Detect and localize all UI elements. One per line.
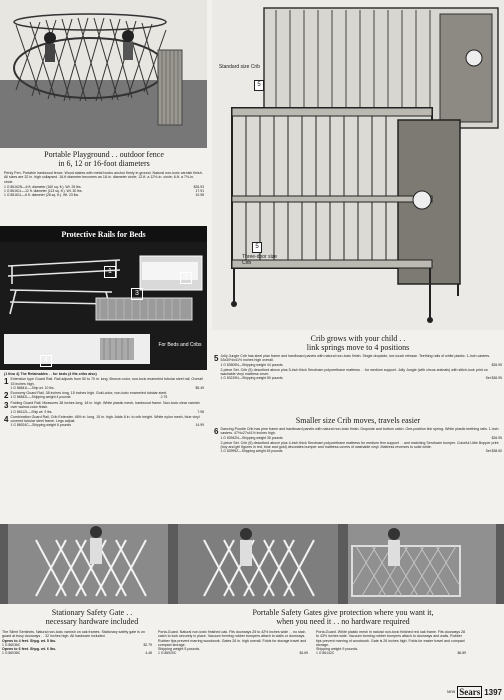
sears-logo: Sears (459, 687, 481, 697)
price-row: 1 G 86112L—Ship wt. 9 lbs. 7.98 (10, 409, 204, 414)
standard-crib-label: Standard size Crib (218, 64, 260, 70)
playground-section (4, 150, 204, 198)
rail-item-number: 4 (4, 414, 9, 424)
gates-photo (0, 524, 504, 604)
playground-photo (0, 0, 207, 148)
rails-photo (0, 242, 207, 370)
rail-item-text: Extension type Guard Rail. Rail adjusts from 50 to 70 in. long. Bronze-color, non-toxic enameled tubular steel rail. Overall 15 inches high. (10, 377, 203, 386)
gate-description: Porta-Guard. Natural non-toxic finished oak. Fits doorways 25 to 42½ inches wide . . no stair-catch to lock securely in place. Vacuum forming rubber bumpers attach to walls or doorways. Rubber tips prevent marring woodwork. Gates 26 in. high overall. Folds for storage travel and compact storage. (158, 630, 307, 647)
playground-fence-illustration (0, 0, 207, 148)
gate-column-2 (158, 630, 308, 656)
crib-item-text: Dancing Poodle Crib has pine frame and hardboard panels with natural non-toxic finish. Dropside and bottom catch. One-position link spring. White plastic teething rails. 1-inch casters. 47½x27x41½ inches high. (220, 427, 499, 436)
rails-corner-label: For Beds and Cribs (158, 342, 202, 348)
playground-subtitle: in 6, 12 or 16-foot diameters (58, 159, 150, 168)
gates-left-heading (2, 608, 182, 626)
crib-section (214, 334, 502, 381)
smaller-crib-title: Smaller size Crib moves, travels easier (295, 416, 421, 425)
price-row: 1 G 83942N—Shipping weight 35 pounds $26.95 (220, 435, 502, 440)
page-footer (430, 686, 502, 698)
gate-description: Porta-Guard. White plastic mesh in natural non-toxic finished red oak frame. Fits doorways 28 to 43½ inches wide. Vacuum forming rubber bumpers attach to doorways and walls. Rubber tips prevent marring of woodwork. Gate is 26 inches high. Folds for easier travel and compact storage. (316, 630, 466, 647)
crib-item-6 (214, 427, 502, 454)
crib-item-text: Jolly Jungle Crib has steel plan frame and hardboard panels with natural non-toxic finish. Single dropside, toe-touch release. Teething rails of white plastic. 1-inch casters. 53x30½x41½ inches high overall. (220, 354, 491, 363)
portable-gates-subtitle: when you need it . . no hardware required (276, 617, 410, 626)
price-row: 1 G 86924C—Shipping weight 6 pounds 14.99 (10, 423, 204, 428)
gates-right-heading (184, 608, 502, 626)
crib-subtitle: link springs move to 4 positions (306, 343, 410, 352)
crib-item-number: 6 (214, 427, 219, 436)
crib-item-number: 5 (214, 354, 219, 363)
rail-item-4 (4, 415, 204, 428)
rail-item-number: 2 (4, 391, 9, 401)
smaller-crib-section (214, 416, 502, 454)
price-row: 1 G 86142C $6.89 (316, 651, 466, 656)
price-row: 1 G 86920C $4.69 (158, 651, 308, 656)
playground-price-list (4, 185, 204, 198)
three-door-crib-number: 5 (252, 242, 262, 253)
gate-description: The Silent Sentinels. Natural non-toxic varnish on oak frames. Stationary safety gate is on guard at busy doorways . . 32 inches high. All hardware included. (2, 630, 145, 639)
rail-item-1 (4, 377, 204, 390)
price-row: 1 G 86161L—6 ft. diameter (28 sq. ft.). Wt. 23 lbs. 10.98 (4, 193, 204, 198)
rail-label-2: 2 (180, 272, 192, 284)
rail-label-4: 4 (40, 355, 52, 367)
price-row: 1 G 86841L—Ship wt. 10 lbs. $5.49 (10, 385, 204, 390)
price-row: 1 G 86036C $2.79 (2, 642, 152, 647)
rail-label-1: 1 (104, 266, 116, 278)
price-row: 1 G 83219N—Shipping weight 80 pounds Set $36.95 (220, 376, 502, 381)
gate-option-label: Opens to 4 feet. Shpg. wt. 5 lbs. (2, 638, 57, 643)
rail-item-text: Combination Guard Rail, Crib Extender. 48½ in. long, 15 in. high. Adds 8 in. to crib height. White nylon mesh, blue vinyl covered tubular steel frame. Legs adjust. (10, 414, 200, 424)
footer-small-text: NEW (447, 690, 456, 694)
rail-label-3: 3 (131, 288, 143, 300)
crib-set-text: 2-piece Set. Crib (5) described above plus 5-inch thick Serofoam polyurethane mattress . . for medium support. Jolly Jungle (with circus animals) with stitch-look print on washable vinyl mattress cover. (220, 367, 488, 377)
rail-item-text: Folding Guard Rail. Measures 38 inches long, 18 in. high. White plastic mesh, hardwood frame. Non-toxic clear varnish over walnut-color finish. (10, 401, 200, 410)
rails-band-title: Protective Rails for Beds (61, 229, 146, 239)
crib-photo (212, 0, 504, 330)
price-row: 1 G 86162N—6 ft. diameter (160 sq. ft.). Wt. 25 lbs. $26.93 (4, 184, 204, 189)
price-row: 1 G 86038C 4.48 (2, 651, 152, 656)
gate-option-label: Shipping weight 9 pounds. (316, 647, 359, 652)
rail-item-2 (4, 391, 204, 400)
crib-set-text: 2-piece Set. Crib (6) described above plus 4-inch thick Serofoam polyurethane mattress for medium firm support . . and matching Serofoam bumper. Colorful Little Bopper print (boy and girl figures in red, blue and gold) decorates bumper and mattress covers of washable vinyl. Mattress reverses to solid white. (220, 440, 499, 450)
page-number: 1397 (484, 687, 502, 697)
rails-text (4, 372, 204, 428)
stationary-gate-title: Stationary Safety Gate . . (51, 608, 133, 617)
price-row: 1 G 86842L—Shipping weight 4 pounds 2.75 (10, 395, 168, 400)
gate-column-3 (316, 630, 466, 656)
playground-description: Perky Pen. Portable hardwood fence. Wood stakes with metal hooks anchor firmly in ground. Natural non-toxic varnish finish. All sizes are 32 in. high collapsed. 16-ft diameter becomes an 18-in. diameter circle; 12-ft. a 12½-in. circle; 6-ft. a 7½-in. circle. (4, 171, 203, 184)
three-door-crib-label: Three-door size Crib (242, 254, 278, 266)
gate-column-1 (2, 630, 152, 656)
standard-crib-number: 5 (254, 80, 264, 91)
rails-band (0, 226, 207, 242)
crib-item-5 (214, 354, 502, 381)
rails-intro: (1 thru 4) The Retainables . . for beds (4 fits cribs also) (4, 372, 97, 376)
portable-gates-title: Portable Safety Gates give protection where you want it, (252, 608, 434, 617)
rail-item-text: Economy Guard Rail. 38 inches long, 15 inches high. Gold-color, non-toxic enameled tubular steel. (10, 391, 168, 396)
price-row: 1 G 86161L—12 ft. diameter (113 sq. ft.). Wt. 30 lbs. 17.91 (4, 189, 204, 194)
price-row: 1 G 83509N—Shipping weight 44 pounds $26.95 (220, 362, 502, 367)
rail-item-number: 3 (4, 401, 9, 411)
rail-item-number: 1 (4, 377, 9, 387)
gate-option-label: Shipping weight 5 pounds. (158, 647, 201, 652)
playground-title: Portable Playground . . outdoor fence (44, 150, 164, 159)
crib-illustration (212, 0, 504, 330)
gate-option-label: Opens to 6 feet. Shpg. wt. 6 lbs. (2, 647, 57, 652)
gates-illustration (0, 524, 504, 604)
rails-illustration (0, 242, 207, 370)
price-row: 1 G 83999Z—Shipping weight 45 pounds Set $38.50 (220, 449, 502, 454)
rail-item-3 (4, 401, 204, 414)
crib-title: Crib grows with your child . . (310, 334, 406, 343)
stationary-gate-subtitle: necessary hardware included (45, 617, 139, 626)
